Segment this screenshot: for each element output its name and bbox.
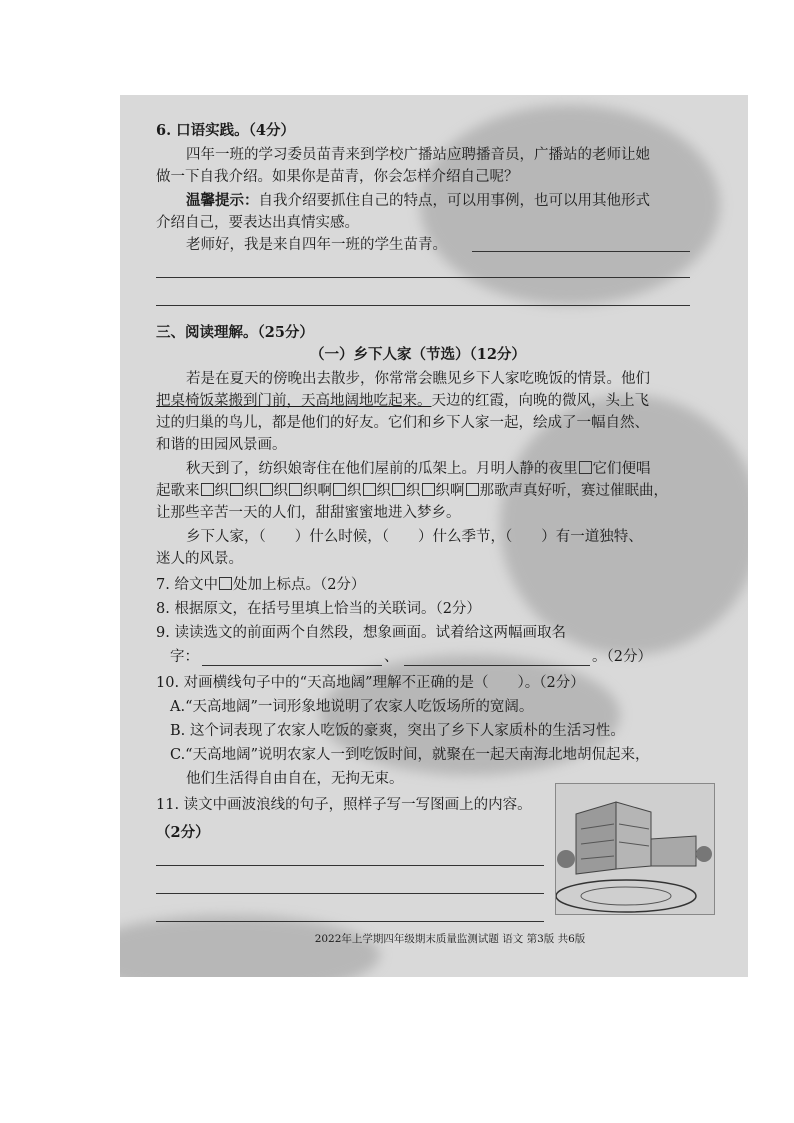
punct-box[interactable]	[289, 483, 302, 496]
text-frag: 织	[244, 483, 259, 499]
q10-option-c-line2: 他们生活得自由自在，无拘无束。	[186, 771, 404, 787]
passage-p1-l2	[156, 391, 748, 411]
passage-p2-l2	[156, 481, 748, 501]
passage-p1-l1: 若是在夏天的傍晚出去散步，你常常会瞧见乡下人家吃晚饭的情景。他们	[186, 371, 650, 387]
q9-answer-blank-2[interactable]	[404, 665, 590, 666]
q9-answer-blank-1[interactable]	[202, 665, 382, 666]
q8: 8. 根据原文，在括号里填上恰当的关联词。（2分）	[156, 601, 481, 617]
text-frag: 织	[214, 483, 229, 499]
passage-p2-l1a: 秋天到了，纺织娘寄住在他们屋前的瓜架上。月明人静的夜里	[186, 461, 578, 477]
q10-option-a[interactable]: A.“天高地阔”一词形象地说明了农家人吃饭场所的宽阔。	[170, 699, 534, 715]
q7-text-b: 处加上标点。（2分）	[232, 577, 366, 593]
tip-label: 温馨提示：	[186, 192, 259, 209]
punct-box[interactable]	[392, 483, 405, 496]
q11-answer-line3[interactable]	[156, 921, 544, 922]
passage-p3-l2: 迷人的风景。	[156, 551, 243, 567]
punct-box[interactable]	[201, 483, 214, 496]
text-frag: 织啊	[303, 483, 332, 499]
q6-title: 6. 口语实践。（4分）	[156, 122, 296, 139]
passage-p2-l3: 让那些辛苦一天的人们，甜甜蜜蜜地进入梦乡。	[156, 505, 461, 521]
punct-box[interactable]	[260, 483, 273, 496]
text-frag: 起歌来	[156, 483, 200, 499]
text-frag: 织	[376, 483, 391, 499]
passage-p1-l2b: 天边的红霞，向晚的微风，头上飞	[431, 393, 649, 409]
section3-subtitle: （一）乡下人家（节选）（12分）	[310, 346, 526, 363]
q9-end: 。（2分）	[592, 649, 652, 665]
q6-line2: 做一下自我介绍。如果你是苗青，你会怎样介绍自己呢？	[156, 169, 519, 185]
q6-answer-start: 老师好，我是来自四年一班的学生苗青。	[186, 237, 447, 253]
punct-box-icon	[219, 577, 232, 590]
passage-p1-l4: 和谐的田园风景画。	[156, 437, 287, 453]
underlined-sentence: 把桌椅饭菜搬到门前，天高地阔地吃起来。	[156, 393, 432, 409]
punct-box[interactable]	[363, 483, 376, 496]
text-frag: 织	[347, 483, 362, 499]
q11-answer-line1[interactable]	[156, 865, 544, 866]
q10: 10. 对画横线句子中的“天高地阔”理解不正确的是（ ）。（2分）	[156, 675, 585, 691]
q7-text-a: 7. 给文中	[156, 577, 218, 593]
q6-line1: 四年一班的学习委员苗青来到学校广播站应聘播音员，广播站的老师让她	[186, 147, 650, 163]
punct-box[interactable]	[333, 483, 346, 496]
q6-answer-line1[interactable]	[472, 251, 690, 252]
text-frag: 织啊	[435, 483, 465, 499]
passage-p2-l1b: 它们便唱	[592, 461, 651, 477]
building-sketch-icon	[556, 784, 714, 914]
passage-p1-l3: 过的归巢的鸟儿，都是他们的好友。它们和乡下人家一起，绘成了一幅自然、	[156, 415, 649, 431]
text-frag: 那歌声真好听，赛过催眠曲，	[479, 483, 668, 499]
q6-tip-line2: 介绍自己，要表达出真情实感。	[156, 215, 359, 231]
text-frag: 织	[406, 483, 421, 499]
q6-answer-line2[interactable]	[156, 277, 690, 278]
q9-label: 字：	[170, 649, 199, 665]
punct-box[interactable]	[422, 483, 435, 496]
building-sketch-image	[555, 783, 715, 915]
q10-option-c[interactable]: C.“天高地阔”说明农家人一到吃饭时间，就聚在一起天南海北地胡侃起来，	[170, 747, 650, 763]
punct-box[interactable]	[579, 461, 592, 474]
section3-title: 三、阅读理解。（25分）	[156, 324, 314, 341]
punct-box[interactable]	[230, 483, 243, 496]
q7	[156, 575, 748, 595]
tip-line1: 自我介绍要抓住自己的特点，可以用事例，也可以用其他形式	[258, 193, 650, 209]
q11-score: （2分）	[156, 824, 210, 841]
q6-answer-line3[interactable]	[156, 305, 690, 306]
passage-p2-l1	[186, 459, 748, 479]
page-footer: 2022年上学期四年级期末质量监测试题 语文 第3版 共6版	[314, 933, 586, 945]
q11: 11. 读文中画波浪线的句子，照样子写一写图画上的内容。	[156, 797, 532, 813]
passage-p3-l1: 乡下人家，（ ）什么时候，（ ）什么季节，（ ）有一道独特、	[186, 529, 643, 545]
q9-separator: 、	[384, 649, 399, 665]
q10-option-b[interactable]: B. 这个词表现了农家人吃饭的豪爽，突出了乡下人家质朴的生活习性。	[170, 723, 625, 739]
q11-answer-line2[interactable]	[156, 893, 544, 894]
punct-box[interactable]	[466, 483, 479, 496]
q9-line1: 9. 读读选文的前面两个自然段，想象画面。试着给这两幅画取名	[156, 625, 566, 641]
exam-page	[120, 95, 748, 977]
q6-tip	[186, 191, 748, 211]
text-frag: 织	[273, 483, 288, 499]
